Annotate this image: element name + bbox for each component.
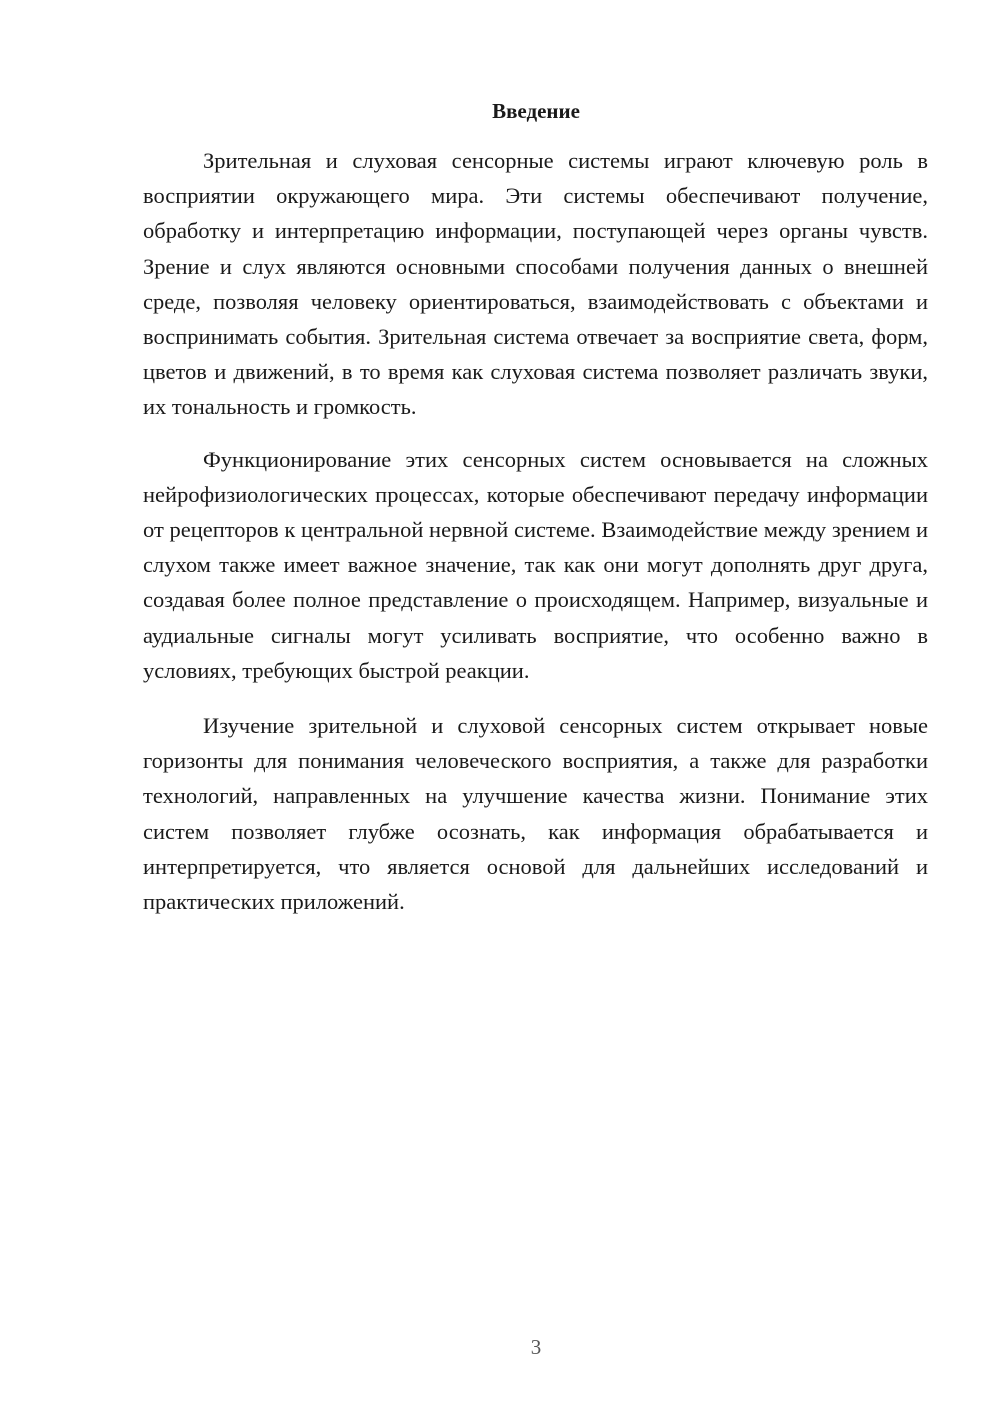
body-text (143, 143, 928, 919)
section-heading: Введение (492, 99, 580, 123)
paragraph-2: Функционирование этих сенсорных систем основывается на сложных нейрофизиологических процессах, которые обеспечивают передачу информации от рецепторов к центральной нервной системе. Взаимодействие между зрением и слухом также имеет важное значение, так как они могут дополнять друг друга, создавая более полное представление о происходящем. Например, визуальные и аудиальные сигналы могут усиливать восприятие, что особенно важно в условиях, требующих быстрой реакции. (143, 446, 928, 683)
paragraph-1: Зрительная и слуховая сенсорные системы играют ключевую роль в восприятии окружающего мира. Эти системы обеспечивают получение, обработку и интерпретацию информации, поступающей через органы чувств. Зрение и слух являются основными способами получения данных о внешней среде, позволяя человеку ориентироваться, взаимодействовать с объектами и воспринимать события. Зрительная система отвечает за восприятие света, форм, цветов и движений, в то время как слуховая система позволяет различать звуки, их тональность и громкость. (143, 148, 928, 420)
page-number: 3 (530, 1335, 542, 1359)
paragraph-3: Изучение зрительной и слуховой сенсорных систем открывает новые горизонты для понимания человеческого восприятия, а также для разработки технологий, направленных на улучшение качества жизни. Понимание этих систем позволяет глубже осознать, как информация обрабатывается и интерпретируется, что является основой для дальнейших исследований и практических приложений. (143, 713, 928, 915)
